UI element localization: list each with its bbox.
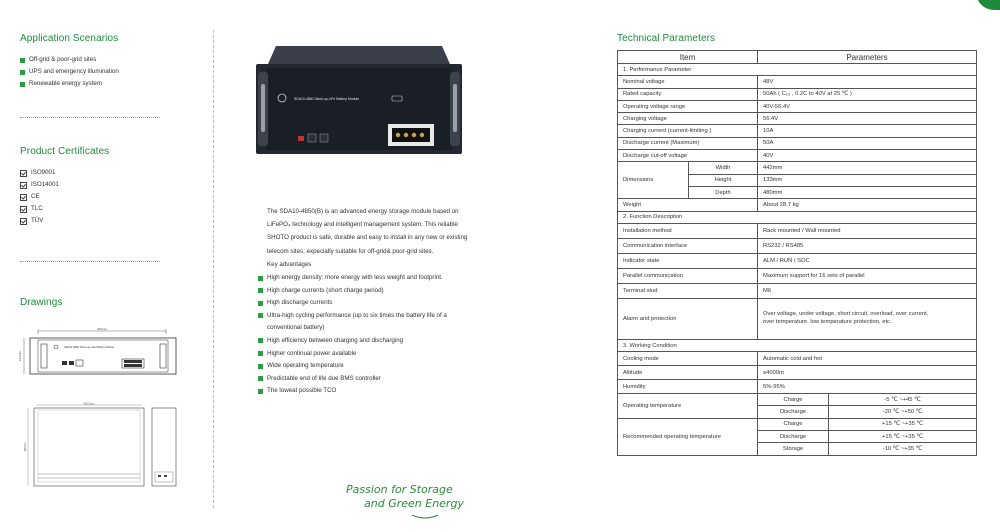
list-item: ISO9001 <box>20 167 59 179</box>
top-width-label: 410.5mm <box>83 402 95 406</box>
table-row: Nominal voltage 48V <box>618 76 977 88</box>
table-row: Rated capacity 50Ah ( C₁₀ , 0.2C to 40V at 25 ℃ ) <box>618 88 977 100</box>
table-row: Communication interface RS232 / RS485 <box>618 238 977 253</box>
battery-module-image <box>254 42 464 158</box>
green-square-bullet-icon <box>20 82 25 87</box>
table-row: Discharge -20 ℃ ~+50 ℃ <box>618 406 977 418</box>
list-item: High efficiency between charging and discharging <box>258 335 478 348</box>
list-item: UPS and emergency illumination <box>20 66 119 78</box>
list-item: High charge currents (short charge period) <box>258 285 478 298</box>
column-divider <box>213 30 214 508</box>
table-row: Parallel communication Maximum support for 16 sets of parallel <box>618 268 977 283</box>
table-row: Recommended operating temperature Charge +15 ℃ ~+35 ℃ <box>618 418 977 430</box>
list-item: High discharge currents <box>258 297 478 310</box>
list-item: Renewable energy system <box>20 78 119 90</box>
list-item: ISO14001 <box>20 179 59 191</box>
table-row: Terminal stud M6 <box>618 283 977 298</box>
checkbox-icon <box>20 218 27 225</box>
advantages-list <box>258 272 478 398</box>
table-row: Height 133mm <box>618 174 977 186</box>
table-row: Installation method Rack mounted / Wall mounted <box>618 223 977 238</box>
list-item: The loweat possible TCO <box>258 385 478 398</box>
green-square-bullet-icon <box>258 301 263 306</box>
green-square-bullet-icon <box>258 376 263 381</box>
brand-corner-decoration <box>976 0 1000 10</box>
front-height-label: 133mm <box>18 350 22 362</box>
table-row: Weight About 28.7 kg <box>618 199 977 211</box>
checkbox-icon <box>20 170 27 177</box>
list-item: TLC <box>20 203 59 215</box>
green-square-bullet-icon <box>258 389 263 394</box>
divider <box>20 117 160 118</box>
table-row: Discharge +15 ℃ ~+35 ℃ <box>618 431 977 443</box>
checkbox-icon <box>20 182 27 189</box>
front-product-label: SDA10-4850 Shoot-up LiFe Battery Module <box>64 346 115 349</box>
section-row: 1. Performance Parameter <box>618 64 977 76</box>
top-depth-label: 480mm <box>24 442 27 452</box>
green-square-bullet-icon <box>258 313 263 318</box>
technical-parameters-table <box>617 50 977 456</box>
green-square-bullet-icon <box>258 351 263 356</box>
list-item: Predictable end of life due BMS controller <box>258 373 478 386</box>
divider <box>20 261 160 262</box>
slogan-swoosh-icon <box>410 513 440 521</box>
technical-parameters-title: Technical Parameters <box>617 33 716 44</box>
slogan: Passion for Storage and Green Energy <box>346 483 464 510</box>
table-row: Alarm and protection Over voltage, under voltage, short circuit, overload, over current, over temperature, low temperature protection, etc. <box>618 298 977 339</box>
table-row: Humidity 5%-95% <box>618 380 977 394</box>
product-description: The SDA10-4850(B) is an advanced energy storage module based on LiFePO₄ technology and intelligent management system. This reliable SHOTO product is safe, durable and easy to install in any new or existing telecom sites; expecially suitable for off-grid& poor-grid sites. Key advantages <box>267 205 482 271</box>
table-row: Charging current (current-limiting ) 10A <box>618 125 977 137</box>
certificates-list <box>20 167 59 227</box>
list-item: Ultra-high cycling performance (up to six times the battery life of a conventional battery) <box>258 310 478 335</box>
green-square-bullet-icon <box>258 288 263 293</box>
table-row: Operating temperature Charge -5 ℃ ~+45 ℃ <box>618 394 977 406</box>
application-scenarios-title: Application Scenarios <box>20 33 119 44</box>
checkbox-icon <box>20 194 27 201</box>
list-item: TÜV <box>20 215 59 227</box>
list-item: Wide operating temperature <box>258 360 478 373</box>
table-row: Operating voltage range 40V-56.4V <box>618 100 977 112</box>
front-width-label: 442mm <box>96 327 108 331</box>
list-item: Off-grid & poor-grid sites <box>20 54 119 66</box>
table-header <box>618 51 977 64</box>
section-row: 2. Function Description <box>618 211 977 223</box>
list-item: High energy density: more energy with less weight and footprint. <box>258 272 478 285</box>
front-view-drawing <box>14 326 179 378</box>
key-advantages-heading: Key advantages <box>267 260 312 268</box>
top-view-drawing <box>14 402 184 490</box>
checkbox-icon <box>20 206 27 213</box>
list-item: Higher continual power available <box>258 348 478 361</box>
product-certificates-title: Product Certificates <box>20 146 110 157</box>
table-row: Dimensions Width 442mm <box>618 162 977 174</box>
application-list <box>20 54 119 90</box>
table-row: Discharge cut-off voltage 40V <box>618 150 977 162</box>
table-row: Indicator state ALM / RUN / SOC <box>618 253 977 268</box>
header-item: Item <box>618 51 758 64</box>
green-square-bullet-icon <box>20 58 25 63</box>
green-square-bullet-icon <box>258 276 263 281</box>
table-row: Charging voltage 56.4V <box>618 113 977 125</box>
green-square-bullet-icon <box>20 70 25 75</box>
table-row: Depth 480mm <box>618 186 977 198</box>
section-row: 3. Working Condition <box>618 339 977 351</box>
header-parameters: Parameters <box>758 51 977 64</box>
table-row: Altitude ≤4000m <box>618 366 977 380</box>
drawings-title: Drawings <box>20 297 63 308</box>
green-square-bullet-icon <box>258 364 263 369</box>
list-item: CE <box>20 191 59 203</box>
product-label: SDA10-4850 Stack-up LiFe Battery Module <box>294 97 360 101</box>
table-row: Cooling mode Automatic cold and hot <box>618 352 977 366</box>
table-row: Discharge current (Maximum) 50A <box>618 137 977 149</box>
table-row: Storage -10 ℃ ~+35 ℃ <box>618 443 977 455</box>
green-square-bullet-icon <box>258 338 263 343</box>
